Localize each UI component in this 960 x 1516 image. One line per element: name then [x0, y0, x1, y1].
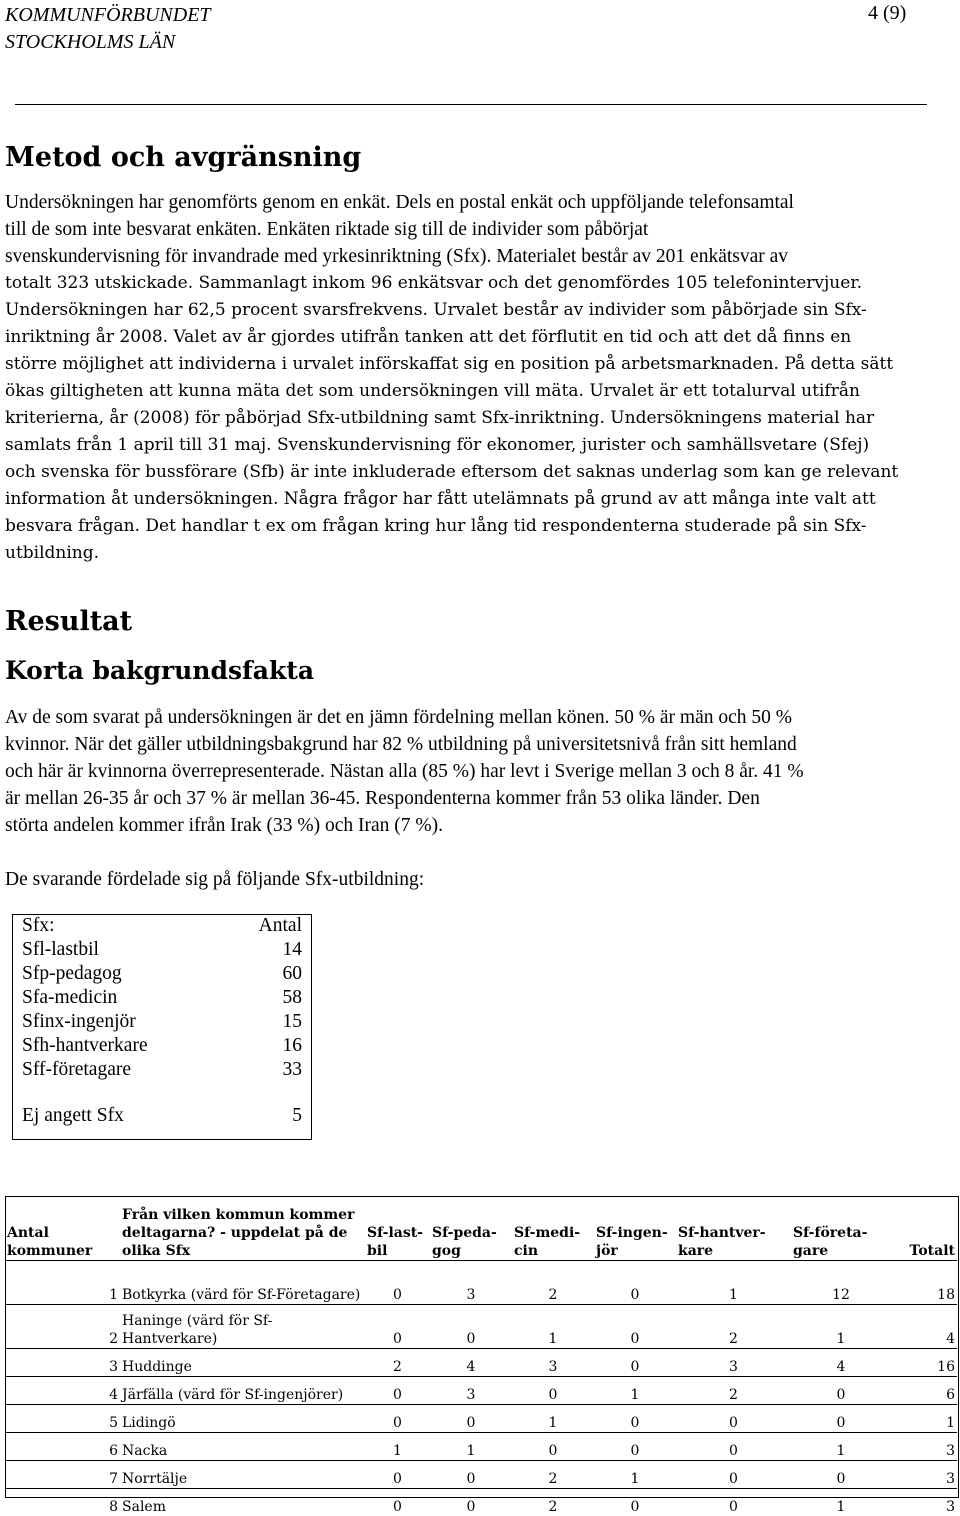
kommun-value: 0: [430, 1405, 512, 1433]
kommun-table: [5, 1196, 957, 1516]
table-row: [5, 1349, 957, 1377]
kommun-value: 1: [430, 1433, 512, 1461]
table-row: [5, 1461, 957, 1489]
sfx-table: [12, 914, 312, 1128]
sfx-name: Sfp-pedagog: [12, 962, 221, 986]
metod-line: inriktning år 2008. Valet av år gjordes utifrån tanken att det förflutit en tid och att det då finns en: [5, 324, 945, 351]
kommun-name: Botkyrka (värd för Sf-Företagare): [120, 1261, 365, 1305]
kommun-value: 1: [512, 1405, 594, 1433]
kommun-value: 18: [891, 1261, 957, 1305]
kommun-value: 6: [891, 1377, 957, 1405]
table-row: [12, 986, 312, 1010]
col-header: Sf-peda-gog: [430, 1197, 512, 1261]
kommun-value: 1: [594, 1461, 676, 1489]
metod-line: utbildning.: [5, 540, 945, 567]
kommun-value: 3: [891, 1433, 957, 1461]
table-row: [5, 1305, 957, 1349]
resultat-line: störta andelen kommer ifrån Irak (33 %) och Iran (7 %).: [5, 812, 945, 839]
kommun-value: 0: [676, 1433, 791, 1461]
table-row: [5, 1405, 957, 1433]
kommun-value: 0: [594, 1489, 676, 1516]
resultat-line: kvinnor. När det gäller utbildningsbakgrund har 82 % utbildning på universitetsnivå från sitt hemland: [5, 731, 945, 758]
kommun-value: 0: [791, 1405, 891, 1433]
table-row: [12, 962, 312, 986]
metod-line: information åt undersökningen. Några frågor har fått utelämnats på grund av att många inte valt att: [5, 486, 945, 513]
antal-header: Antal: [221, 914, 312, 938]
table-row: [12, 1058, 312, 1082]
kommun-value: 0: [676, 1489, 791, 1516]
kommun-value: 2: [512, 1461, 594, 1489]
kommun-value: 0: [365, 1461, 430, 1489]
table-row: [5, 1433, 957, 1461]
org-name-line2: STOCKHOLMS LÄN: [5, 29, 211, 56]
kommun-value: 3: [430, 1377, 512, 1405]
col-header: Från vilken kommun kommer deltagarna? - uppdelat på de olika Sfx: [120, 1197, 365, 1261]
kommun-value: 0: [430, 1461, 512, 1489]
kommun-value: 2: [512, 1489, 594, 1516]
kommun-value: 0: [365, 1261, 430, 1305]
kommun-value: 0: [365, 1489, 430, 1516]
resultat-line: Av de som svarat på undersökningen är det en jämn fördelning mellan könen. 50 % är män och 50 %: [5, 704, 945, 731]
kommun-index: 6: [5, 1433, 120, 1461]
resultat-paragraph: [5, 704, 945, 839]
kommun-value: 4: [430, 1349, 512, 1377]
table-row: [5, 1261, 957, 1305]
col-header: Sf-företa-gare: [791, 1197, 891, 1261]
metod-line: besvara frågan. Det handlar t ex om frågan kring hur lång tid respondenterna studerade på sin Sfx-: [5, 513, 945, 540]
kommun-value: 3: [512, 1349, 594, 1377]
kommun-name: Järfälla (värd för Sf-ingenjörer): [120, 1377, 365, 1405]
table-row: [5, 1489, 957, 1516]
kommun-value: 3: [430, 1261, 512, 1305]
col-header: Sf-hantver-kare: [676, 1197, 791, 1261]
kommun-value: 0: [512, 1433, 594, 1461]
metod-line: svenskundervisning för invandrade med yrkesinriktning (Sfx). Materialet består av 201 enkätsvar av: [5, 243, 945, 270]
table-header-row: [5, 1197, 957, 1261]
section-title-resultat: Resultat: [5, 606, 132, 637]
kommun-value: 1: [512, 1305, 594, 1349]
kommun-index: 7: [5, 1461, 120, 1489]
sfx-count: 14: [221, 938, 312, 962]
metod-paragraph: [5, 189, 945, 567]
metod-line: större möjlighet att individerna i urvalet införskaffat sig en position på arbetsmarknaden. På detta sätt: [5, 351, 945, 378]
table-intro: De svarande fördelade sig på följande Sfx-utbildning:: [5, 866, 945, 893]
kommun-index: 3: [5, 1349, 120, 1377]
kommun-value: 12: [791, 1261, 891, 1305]
kommun-name: Salem: [120, 1489, 365, 1516]
kommun-value: 1: [365, 1433, 430, 1461]
col-header: Antal kommuner: [5, 1197, 120, 1261]
sfx-count: 33: [221, 1058, 312, 1082]
org-name: [5, 2, 211, 56]
resultat-line: är mellan 26-35 år och 37 % är mellan 36-45. Respondenterna kommer från 53 olika länder. Den: [5, 785, 945, 812]
kommun-value: 1: [891, 1405, 957, 1433]
kommun-value: 4: [891, 1305, 957, 1349]
kommun-value: 0: [430, 1489, 512, 1516]
kommun-value: 0: [594, 1261, 676, 1305]
kommun-value: 2: [676, 1377, 791, 1405]
sfx-header: Sfx:: [12, 914, 221, 938]
sfx-name: Sff-företagare: [12, 1058, 221, 1082]
kommun-value: 0: [791, 1461, 891, 1489]
resultat-line: och här är kvinnorna överrepresenterade. Nästan alla (85 %) har levt i Sverige mellan 3 och 8 år. 41 %: [5, 758, 945, 785]
table-header-row: [12, 914, 312, 938]
metod-line: Undersökningen har genomförts genom en enkät. Dels en postal enkät och uppföljande telefonsamtal: [5, 189, 945, 216]
sfx-count: 16: [221, 1034, 312, 1058]
kommun-value: 2: [365, 1349, 430, 1377]
table-row: [12, 938, 312, 962]
kommun-value: 0: [594, 1349, 676, 1377]
kommun-value: 3: [891, 1461, 957, 1489]
metod-line: kriterierna, år (2008) för påbörjad Sfx-utbildning samt Sfx-inriktning. Undersökningens material har: [5, 405, 945, 432]
metod-line: och svenska för bussförare (Sfb) är inte inkluderade eftersom det saknas underlag som kan ge relevant: [5, 459, 945, 486]
kommun-name: Huddinge: [120, 1349, 365, 1377]
col-header: Totalt: [891, 1197, 957, 1261]
kommun-index: 4: [5, 1377, 120, 1405]
col-header: Sf-medi-cin: [512, 1197, 594, 1261]
sfx-name: Sfa-medicin: [12, 986, 221, 1010]
kommun-value: 4: [791, 1349, 891, 1377]
kommun-value: 0: [594, 1305, 676, 1349]
kommun-value: 1: [791, 1305, 891, 1349]
page-number: 4 (9): [868, 2, 906, 25]
kommun-value: 2: [512, 1261, 594, 1305]
table-row: [12, 1034, 312, 1058]
sfx-count: 58: [221, 986, 312, 1010]
kommun-name: Norrtälje: [120, 1461, 365, 1489]
header-divider: [15, 104, 927, 105]
metod-line: totalt 323 utskickade. Sammanlagt inkom 96 enkätsvar och det genomfördes 105 telefonintervjuer.: [5, 270, 945, 297]
kommun-index: 2: [5, 1305, 120, 1349]
kommun-name: Lidingö: [120, 1405, 365, 1433]
subsection-title: Korta bakgrundsfakta: [5, 656, 314, 685]
kommun-name: Haninge (värd för Sf-Hantverkare): [120, 1305, 365, 1349]
kommun-value: 0: [676, 1405, 791, 1433]
section-title-metod: Metod och avgränsning: [5, 142, 361, 173]
sfx-count: 60: [221, 962, 312, 986]
kommun-value: 3: [676, 1349, 791, 1377]
kommun-name: Nacka: [120, 1433, 365, 1461]
kommun-value: 0: [676, 1461, 791, 1489]
metod-line: samlats från 1 april till 31 maj. Svenskundervisning för ekonomer, jurister och samhällsvetare (Sfej): [5, 432, 945, 459]
col-header: Sf-ingen-jör: [594, 1197, 676, 1261]
sfx-name: Sfinx-ingenjör: [12, 1010, 221, 1034]
metod-line: Undersökningen har 62,5 procent svarsfrekvens. Urvalet består av individer som påbörjade sin Sfx-: [5, 297, 945, 324]
kommun-value: 2: [676, 1305, 791, 1349]
kommun-value: 3: [891, 1489, 957, 1516]
kommun-index: 1: [5, 1261, 120, 1305]
kommun-value: 1: [594, 1377, 676, 1405]
kommun-value: 1: [676, 1261, 791, 1305]
kommun-value: 16: [891, 1349, 957, 1377]
kommun-index: 5: [5, 1405, 120, 1433]
kommun-value: 0: [430, 1305, 512, 1349]
kommun-value: 0: [365, 1377, 430, 1405]
metod-line: ökas giltigheten att kunna mäta det som undersökningen vill mäta. Urvalet är ett totalurval utifrån: [5, 378, 945, 405]
sfx-name: Sfl-lastbil: [12, 938, 221, 962]
kommun-value: 0: [365, 1405, 430, 1433]
org-name-line1: KOMMUNFÖRBUNDET: [5, 2, 211, 29]
kommun-index: 8: [5, 1489, 120, 1516]
kommun-value: 0: [791, 1377, 891, 1405]
kommun-value: 0: [365, 1305, 430, 1349]
sfx-name: Sfh-hantverkare: [12, 1034, 221, 1058]
metod-line: till de som inte besvarat enkäten. Enkäten riktade sig till de individer som påbörjat: [5, 216, 945, 243]
kommun-value: 0: [594, 1433, 676, 1461]
sfx-name: Ej angett Sfx: [12, 1082, 221, 1128]
table-row: [5, 1377, 957, 1405]
kommun-value: 0: [512, 1377, 594, 1405]
kommun-value: 1: [791, 1489, 891, 1516]
kommun-value: 0: [594, 1405, 676, 1433]
table-row: [12, 1010, 312, 1034]
sfx-count: 5: [221, 1082, 312, 1128]
table-row: [12, 1082, 312, 1128]
col-header: Sf-last-bil: [365, 1197, 430, 1261]
sfx-count: 15: [221, 1010, 312, 1034]
kommun-value: 1: [791, 1433, 891, 1461]
